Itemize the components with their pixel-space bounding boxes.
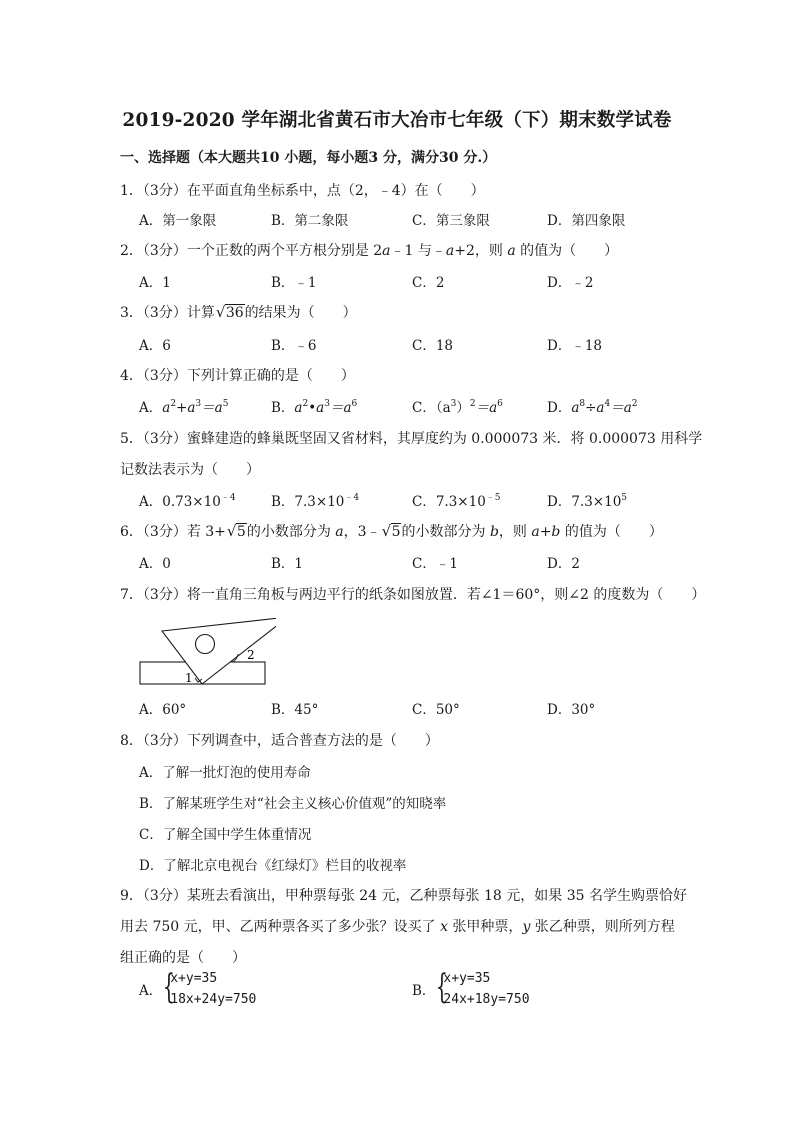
q8-option-a: A．了解一批灯泡的使用寿命 xyxy=(139,765,311,781)
sqrt-symbol: √ 5 xyxy=(227,524,247,540)
q3-option-b: B．﹣6 xyxy=(271,338,317,354)
question-6: 6．（3分）若 3+√ 5的小数部分为 a，3﹣√ 5的小数部分为 b，则 a+b 的值为（ ） xyxy=(120,521,663,541)
q1-option-c: C．第三象限 xyxy=(412,213,490,229)
question-4: 4．（3分）下列计算正确的是（ ） xyxy=(120,368,355,384)
q2-option-d: D．﹣2 xyxy=(547,275,594,291)
sqrt-symbol: √ 36 xyxy=(216,305,245,321)
page-title: 2019-2020 学年湖北省黄石市大冶市七年级（下）期末数学试卷 xyxy=(122,110,672,131)
q9-option-b: B． { x+y=35 24x+18y=750 xyxy=(412,968,530,1010)
question-8: 8．（3分）下列调查中，适合普查方法的是（ ） xyxy=(120,733,439,749)
q3-option-d: D．﹣18 xyxy=(547,338,603,354)
question-1: 1．（3分）在平面直角坐标系中，点（2，﹣4）在（ ） xyxy=(120,183,485,199)
q7-option-b: B．45° xyxy=(271,702,319,718)
q2-option-b: B．﹣1 xyxy=(271,275,317,291)
brace-icon: { xyxy=(163,967,176,1007)
q6-option-b: B．1 xyxy=(271,556,304,572)
sqrt-symbol: √ 5 xyxy=(382,524,402,540)
question-9-line-1: 9．（3分）某班去看演出，甲种票每张 24 元，乙种票每张 18 元，如果 35 名学生购票恰好 xyxy=(120,888,687,904)
angle-1-label: 1 xyxy=(185,671,193,685)
q6-option-c: C．﹣1 xyxy=(412,556,458,572)
equation-system: { x+y=35 18x+24y=750 xyxy=(163,967,257,1007)
question-9-line-3: 组正确的是（ ） xyxy=(120,950,246,966)
q6-option-a: A．0 xyxy=(139,556,171,572)
q5-option-d: D．$7.3\times 10^5$ xyxy=(547,493,628,510)
q4-option-b: B．$a^2•a^3=a^6$ xyxy=(271,399,358,416)
set-square xyxy=(162,618,276,684)
q5-option-a: A．$0.73\times 10^{﹣4}$ xyxy=(139,493,236,510)
q7-option-c: C．50° xyxy=(412,702,460,718)
q4-option-c: C．$(a^3)^2=a^6$ xyxy=(412,399,503,416)
q4-option-d: D．$a^8\div a^4=a^2$ xyxy=(547,399,638,416)
question-9-line-2: 用去 750 元，甲、乙两种票各买了多少张？设买了 x 张甲种票，y 张乙种票，则所列方程 xyxy=(120,919,675,935)
q3-option-a: A．6 xyxy=(139,338,171,354)
q4-option-a: A．$a^2+a^3=a^5$ xyxy=(139,399,229,416)
triangle-strip-figure xyxy=(136,618,276,690)
q2-option-c: C．2 xyxy=(412,275,445,291)
angle-2-label: 2 xyxy=(247,648,255,662)
q7-option-a: A．60° xyxy=(139,702,187,718)
q8-option-b: B．了解某班学生对“社会主义核心价值观”的知晓率 xyxy=(139,796,447,812)
q7-option-d: D．30° xyxy=(547,702,596,718)
question-5-line-1: 5．（3分）蜜蜂建造的蜂巢既坚固又省材料，其厚度约为 0.000073 米．将 0.000073 用科学 xyxy=(120,431,703,447)
equation-system: { x+y=35 24x+18y=750 xyxy=(436,967,530,1007)
q3-option-c: C．18 xyxy=(412,338,454,354)
q6-option-d: D．2 xyxy=(547,556,580,572)
q5-option-b: B．$7.3\times 10^{﹣4}$ xyxy=(271,493,360,510)
q8-option-c: C．了解全国中学生体重情况 xyxy=(139,827,312,843)
q2-option-a: A．1 xyxy=(139,275,171,291)
q5-option-c: C．$7.3\times 10^{﹣5}$ xyxy=(412,493,501,510)
q8-option-d: D．了解北京电视台《红绿灯》栏目的收视率 xyxy=(139,858,407,874)
brace-icon: { xyxy=(436,967,449,1007)
question-2: 2．（3分）一个正数的两个平方根分别是 2a﹣1 与﹣a+2，则 a 的值为（ ） xyxy=(120,243,619,259)
question-7: 7．（3分）将一直角三角板与两边平行的纸条如图放置．若∠1＝60°，则∠2 的度数为（ ） xyxy=(120,587,706,603)
question-5-line-2: 记数法表示为（ ） xyxy=(120,462,260,478)
q1-option-b: B．第二象限 xyxy=(271,213,349,229)
section-heading: 一、选择题（本大题共10 小题，每小题3 分，满分30 分.） xyxy=(120,150,497,166)
q1-option-d: D．第四象限 xyxy=(547,213,626,229)
q1-option-a: A．第一象限 xyxy=(139,213,217,229)
q9-option-a: A． { x+y=35 18x+24y=750 xyxy=(139,968,256,1010)
question-3: 3．（3分）计算√ 36的结果为（ ） xyxy=(120,302,357,322)
